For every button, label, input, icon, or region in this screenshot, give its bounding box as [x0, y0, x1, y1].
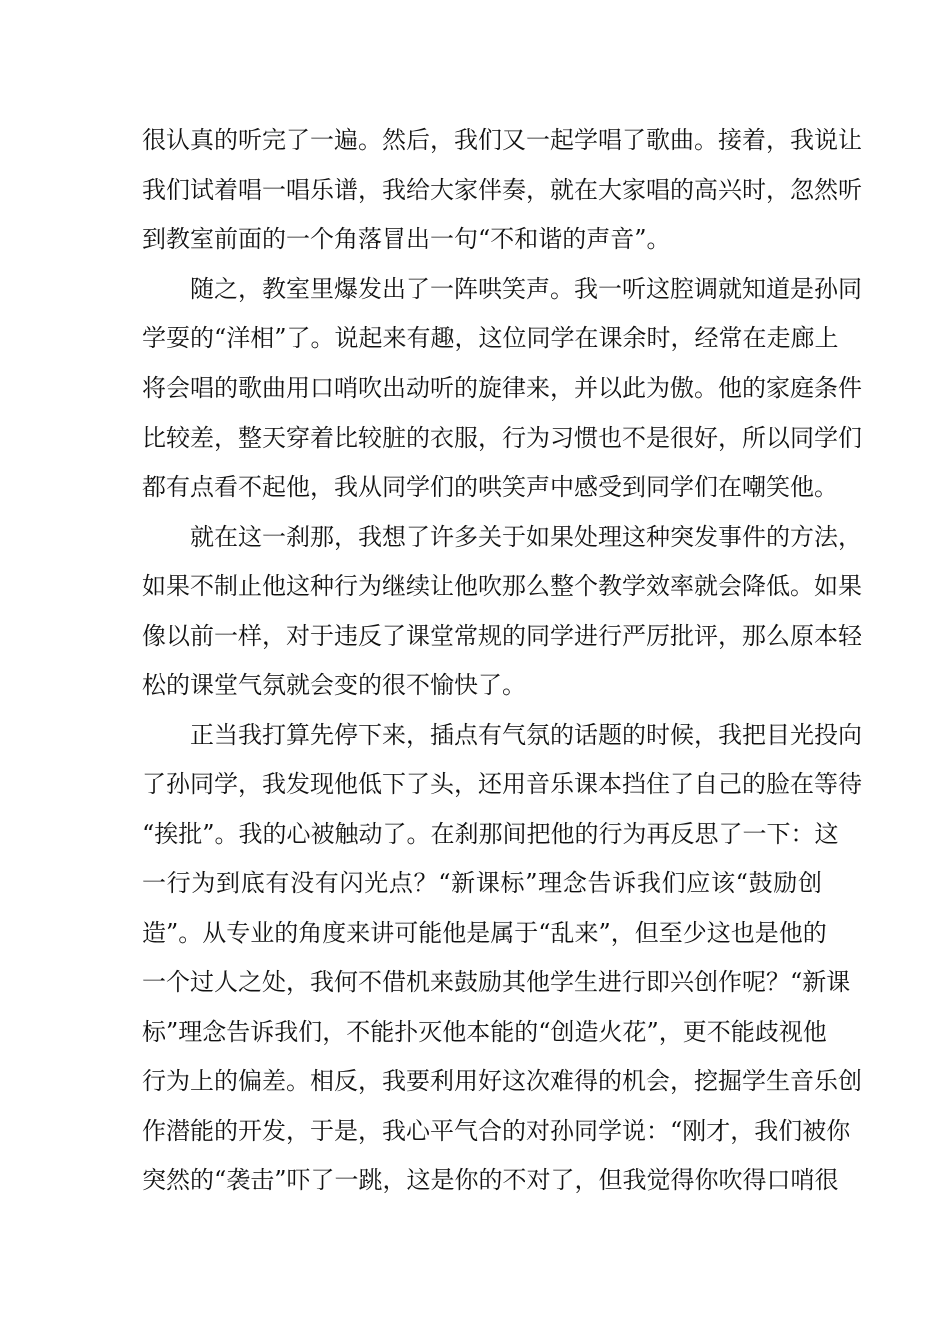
text-line: 如果不制止他这种行为继续让他吹那么整个教学效率就会降低。如果 [142, 572, 862, 600]
text-line: 松的课堂气氛就会变的很不愉快了。 [142, 671, 526, 699]
text-line: 很认真的听完了一遍。然后，我们又一起学唱了歌曲。接着，我说让 [142, 126, 862, 154]
text-line: 突然的“袭击”吓了一跳，这是你的不对了，但我觉得你吹得口哨很 [142, 1166, 839, 1194]
text-line: 就在这一刹那，我想了许多关于如果处理这种突发事件的方法， [190, 523, 862, 551]
text-line: 我们试着唱一唱乐谱，我给大家伴奏，就在大家唱的高兴时，忽然听 [142, 176, 862, 204]
text-line: 标”理念告诉我们，不能扑灭他本能的“创造火花”，更不能歧视他 [142, 1018, 827, 1046]
text-line: “挨批”。我的心被触动了。在刹那间把他的行为再反思了一下：这 [142, 820, 839, 848]
text-line: 行为上的偏差。相反，我要利用好这次难得的机会，挖掘学生音乐创 [142, 1067, 862, 1095]
text-line: 学耍的“洋相”了。说起来有趣，这位同学在课余时，经常在走廊上 [142, 324, 839, 352]
text-line: 像以前一样，对于违反了课堂常规的同学进行严厉批评，那么原本轻 [142, 622, 862, 650]
text-line: 一行为到底有没有闪光点？“新课标”理念告诉我们应该“鼓励创 [142, 869, 822, 897]
text-line: 一个过人之处，我何不借机来鼓励其他学生进行即兴创作呢？“新课 [142, 968, 851, 996]
text-line: 都有点看不起他，我从同学们的哄笑声中感受到同学们在嘲笑他。 [142, 473, 838, 501]
text-line: 作潜能的开发，于是，我心平气合的对孙同学说：“刚才，我们被你 [142, 1117, 851, 1145]
text-line: 将会唱的歌曲用口哨吹出动听的旋律来，并以此为傲。他的家庭条件 [142, 374, 862, 402]
text-line: 随之，教室里爆发出了一阵哄笑声。我一听这腔调就知道是孙同 [190, 275, 862, 303]
text-line: 了孙同学，我发现他低下了头，还用音乐课本挡住了自己的脸在等待 [142, 770, 862, 798]
text-line: 正当我打算先停下来，插点有气氛的话题的时候，我把目光投向 [190, 721, 862, 749]
text-line: 造”。从专业的角度来讲可能他是属于“乱来”，但至少这也是他的 [142, 919, 827, 947]
text-line: 比较差，整天穿着比较脏的衣服，行为习惯也不是很好，所以同学们 [142, 424, 862, 452]
text-line: 到教室前面的一个角落冒出一句“不和谐的声音”。 [142, 225, 671, 253]
